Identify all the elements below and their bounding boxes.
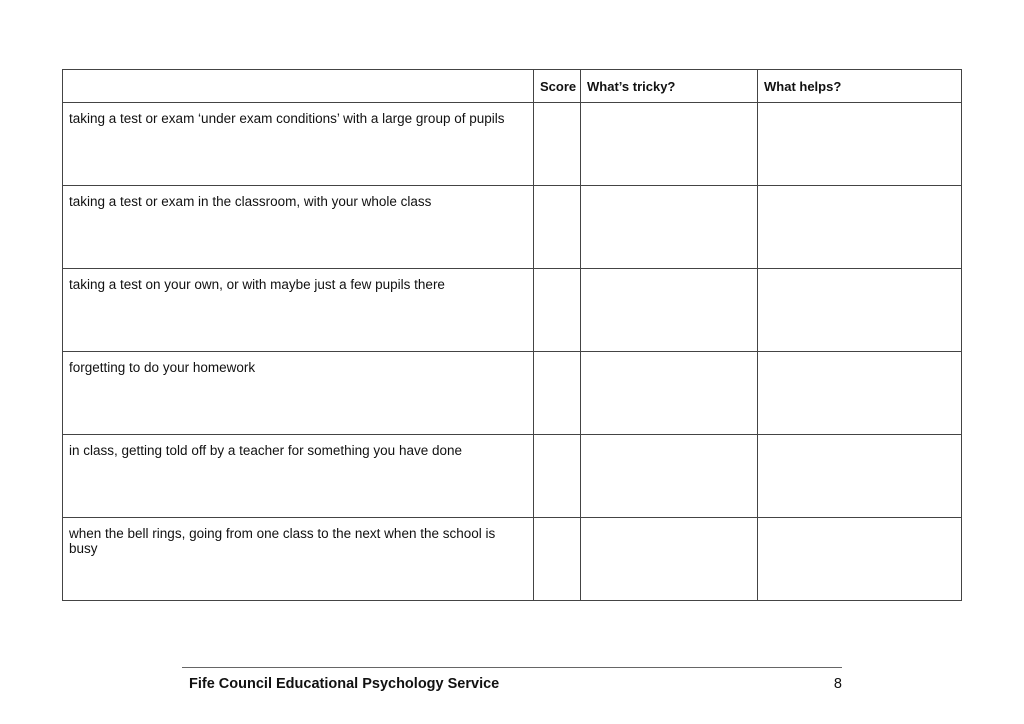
what-helps-cell[interactable] bbox=[758, 435, 962, 518]
what-helps-cell[interactable] bbox=[758, 269, 962, 352]
score-cell[interactable] bbox=[534, 103, 581, 186]
what-helps-cell[interactable] bbox=[758, 518, 962, 601]
situation-cell: in class, getting told off by a teacher for something you have done bbox=[63, 435, 534, 518]
header-what-helps: What helps? bbox=[758, 70, 962, 103]
whats-tricky-cell[interactable] bbox=[581, 518, 758, 601]
what-helps-cell[interactable] bbox=[758, 186, 962, 269]
score-cell[interactable] bbox=[534, 352, 581, 435]
what-helps-cell[interactable] bbox=[758, 352, 962, 435]
whats-tricky-cell[interactable] bbox=[581, 435, 758, 518]
worksheet-table bbox=[62, 69, 962, 601]
score-cell[interactable] bbox=[534, 269, 581, 352]
table-row bbox=[63, 186, 962, 269]
situation-cell: taking a test or exam in the classroom, with your whole class bbox=[63, 186, 534, 269]
situation-cell: taking a test on your own, or with maybe just a few pupils there bbox=[63, 269, 534, 352]
header-whats-tricky: What’s tricky? bbox=[581, 70, 758, 103]
situation-cell: when the bell rings, going from one class to the next when the school is busy bbox=[63, 518, 534, 601]
header-item bbox=[63, 70, 534, 103]
score-cell[interactable] bbox=[534, 435, 581, 518]
table-header-row bbox=[63, 70, 962, 103]
table-row bbox=[63, 435, 962, 518]
footer-organisation: Fife Council Educational Psychology Service bbox=[189, 676, 500, 692]
what-helps-cell[interactable] bbox=[758, 103, 962, 186]
score-cell[interactable] bbox=[534, 186, 581, 269]
table-row bbox=[63, 352, 962, 435]
table-row bbox=[63, 269, 962, 352]
situation-cell: taking a test or exam ‘under exam conditions’ with a large group of pupils bbox=[63, 103, 534, 186]
situation-cell: forgetting to do your homework bbox=[63, 352, 534, 435]
footer-divider bbox=[182, 667, 842, 668]
page-number: 8 bbox=[833, 676, 842, 692]
header-score: Score bbox=[534, 70, 581, 103]
table-row bbox=[63, 103, 962, 186]
whats-tricky-cell[interactable] bbox=[581, 269, 758, 352]
table-row bbox=[63, 518, 962, 601]
whats-tricky-cell[interactable] bbox=[581, 103, 758, 186]
whats-tricky-cell[interactable] bbox=[581, 352, 758, 435]
score-cell[interactable] bbox=[534, 518, 581, 601]
whats-tricky-cell[interactable] bbox=[581, 186, 758, 269]
